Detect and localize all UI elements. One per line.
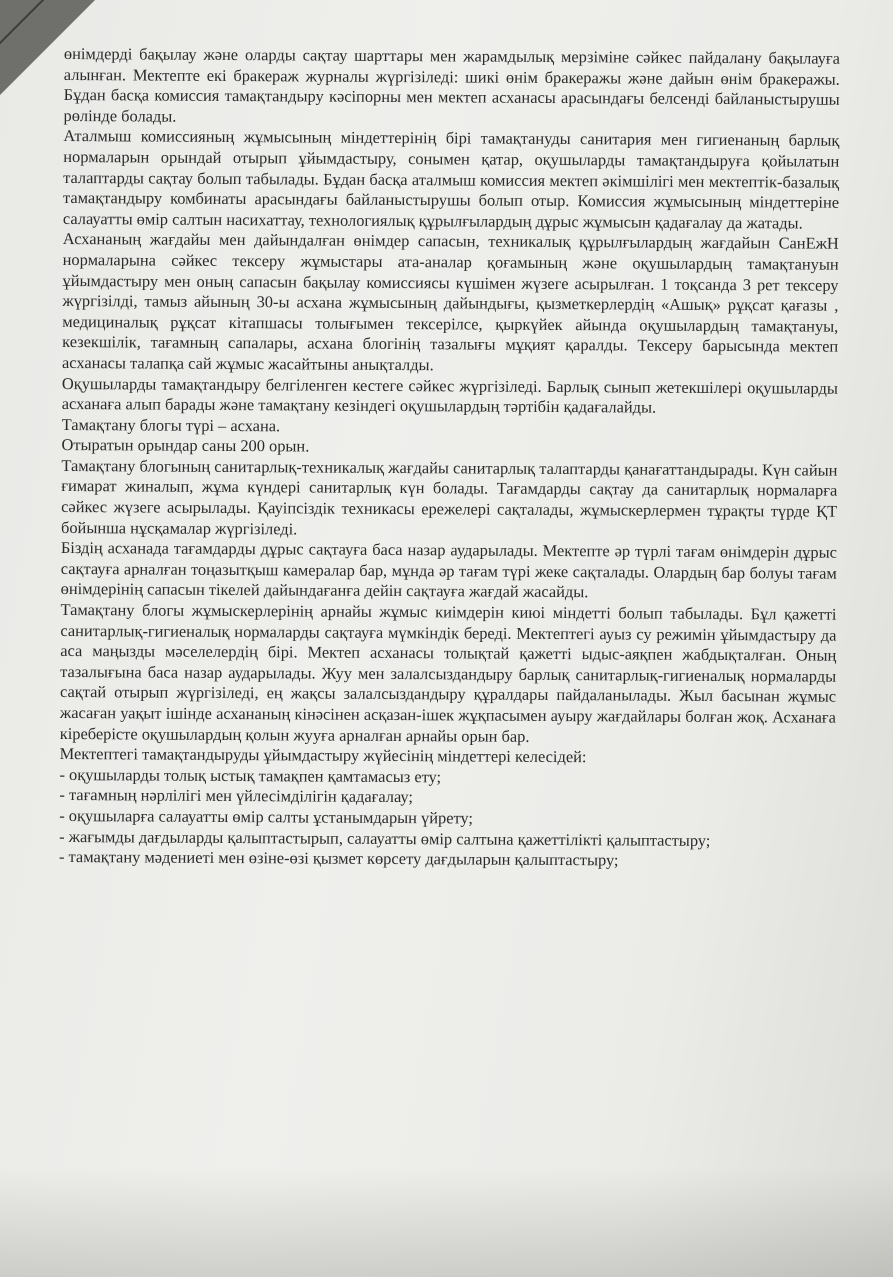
paragraph-schedule: Оқушыларды тамақтандыру белгіленген кестеге сәйкес жүргізіледі. Барлық сынып жетекшілері оқушыларды асханаға алып барады және тамақтану кезіндегі оқушылардың тәртібін қадағалайды. xyxy=(61,373,838,417)
list-item: - оқушыларды толық ыстық тамақпен қамтамасыз ету; xyxy=(59,764,442,787)
list-item: - жағымды дағдыларды қалыптастырып, салауатты өмір салтына қажеттілікті қалыптастыру; xyxy=(59,826,711,850)
list-item: - тамақтану мәдениеті мен өзіне-өзі қызмет көрсету дағдыларын қалыптастыру; xyxy=(58,847,619,870)
list-item: - оқушыларға салауатты өмір салты ұстанымдарын үйрету; xyxy=(59,805,474,828)
list-intro: Мектептегі тамақтандыруды ұйымдастыру жүйесінің міндеттері келесідей: xyxy=(59,744,587,767)
facility-type-line: Тамақтану блогы түрі – асхана. xyxy=(61,414,281,436)
tasks-list xyxy=(59,765,836,873)
paragraph-staff-uniform: Тамақтану блогы жұмыскерлерінің арнайы жұмыс киімдерін киюі міндетті болып табылады. Бұл қажетті санитарлық-гигиеналық нормаларды сақтауға мүмкіндік береді. Мектептегі ауыз су режимін ұйымдастыру да аса маңызды мәселелердің бірі. Мектеп асханасы толықтай қажетті ыдыс-аяқпен жабдықталған. Оның тазалығына баса назар аударылады. Жуу мен залалсыздандыру барлық санитарлық-гигиеналық нормаларды сақтай отырып жүргізіледі, ең жақсы залалсыздандыру құралдары пайдаланылады. Жыл басынан жұмыс жасаған уақыт ішінде асхананың кінәсінен асқазан-ішек жұқпасымен ауыру жағдайлары болған жоқ. Асханаға кіреберісте оқушылардың қолын жууға арналған арнайы орын бар. xyxy=(59,600,837,746)
paragraph-brakerage: өнімдерді бақылау және оларды сақтау шарттары мен жарамдылық мерзіміне сәйкес пайдалану бақылауға алынған. Мектепте екі бракераж журналы жүргізіледі: шикі өнім бракеражы және дайын өнім бракеражы. Бұдан басқа комиссия тамақтандыру кәсіпорны мен мектеп асханасы арасындағы белсенді байланыстырушы рөлінде болады. xyxy=(63,44,840,126)
paragraph-sanitary-condition: Тамақтану блогының санитарлық-техникалық жағдайы санитарлық талаптарды қанағаттандырады. Күн сайын ғимарат жиналып, жұма күндері санитарлық күн болады. Тағамдарды сақтау да санитарлық нормаларға сәйкес жүзеге асырылады. Қауіпсіздік техникасы ережелері сақталады, жұмыскерлермен тұрақты түрде ҚТ бойынша нұсқамалар жүргізіледі. xyxy=(60,455,838,539)
bottom-shadow xyxy=(0,1167,893,1277)
paragraph-food-storage: Біздің асханада тағамдарды дұрыс сақтауға баса назар аударылады. Мектепте әр түрлі тағам өнімдерін дұрыс сақтауға арналған тоңазытқыш камералар бар, мұнда әр тағам түрі жеке сақталады. Олардың бар болуы тағам өнімдерінің сапасын тікелей дайындағанға дейін сақтауға жағдай жасайды. xyxy=(60,538,837,602)
paragraph-inspections: Асхананың жағдайы мен дайындалған өнімдер сапасын, техникалық құрылғылардың жағдайын СанЕжН нормаларына сәйкес тексеру жұмыстары ата-аналар қоғамының және оқушылардың тамақтануын ұйымдастыру мен оның сапасын бақылау комиссиясы күшімен жүзеге асырылған. 1 тоқсанда 3 рет тексеру жүргізілді, тамыз айының 30-ы асхана жұмысының дайындығы, қызметкерлердің «Ашық» рұқсат қағазы , медициналық рұқсат кітапшасы толығымен тексерілсе, қыркүйек айында оқушылардың тамақтануы, кезекшілік, тағамның сапалары, асхана блогінің тазалығы мұқият қаралды. Тексеру барысында мектеп асханасы талапқа сай жұмыс жасайтыны анықталды. xyxy=(61,229,839,375)
list-item: - тағамның нәрлілігі мен үйлесімділігін қадағалау; xyxy=(59,785,414,807)
seats-line: Отыратын орындар саны 200 орын. xyxy=(61,435,310,456)
paragraph-commission-tasks: Аталмыш комиссияның жұмысының міндеттерінің бірі тамақтануды санитария мен гигиенаның барлық нормаларын орындай отырып ұйымдастыру, сонымен қатар, оқушыларды тамақтандыруға қойылатын талаптарды сақтау болып табылады. Бұдан басқа аталмыш комиссия мектеп әкімшілігі мен мектептік-базалық тамақтандыру комбинаты арасындағы байланыстырушы болып отыр. Комиссия жұмысының міндеттеріне салауатты өмір салтын насихаттау, технологиялық құрылғылардың дұрыс жұмысын қадағалау да жатады. xyxy=(62,126,840,233)
document-body xyxy=(59,44,840,872)
